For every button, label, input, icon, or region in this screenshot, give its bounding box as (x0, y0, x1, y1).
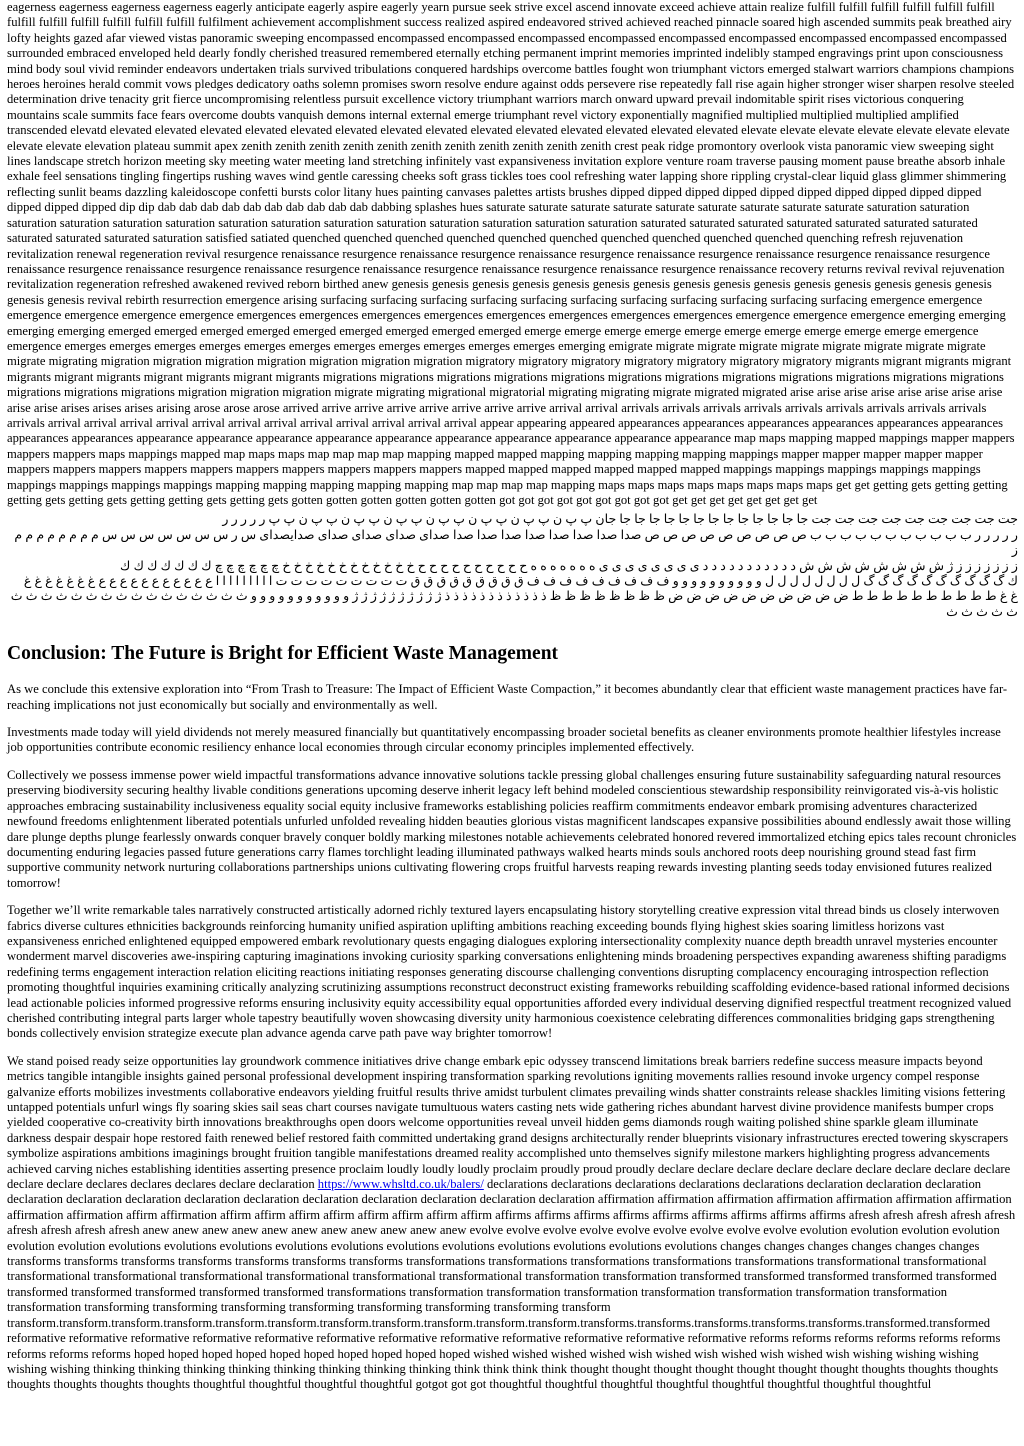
rtl-line: ك گ گ گ گ گ گ گ گ گ گ ل ل ل ل ل ل ل ل و و و و و و و و و و ف ف ف ف ف ف ف ف ف ق ق ق ق ق ق ق ق ق ت ت ت ت ت ت ت ت ت ا ا ا ا ا ا ا ا ا ع ع ع ع ع ع ع ع ع ع ع غ غ غ غ غ غ غ (23, 574, 1018, 589)
rtl-line: غ غ ط ط ط ط ط ط ط ط ط ط ض ض ض ض ض ض ض ض ض ض ظ ظ ظ ظ ظ ظ ظ ظ ذ ذ ذ ذ ذ ذ ذ ذ ذ ذ ذ ذ ژ ژ ژ ژ ژ ژ ژ ژ ژ ژ و و و و و و و و و و و ث ث ث ث ث ث ث ث ث ث ث ث ث ث ث ث ث ث ث ث ث (10, 589, 1018, 619)
rtl-line: جت جت جت جت جت جت جت جت جت جا جا جا جا جا جا جا جا جا جا جا جا جا جان پ پ ن پ پ ن پ پ ن پ پ ن پ پ ن پ پ ن پ پ ن پ پ ر ر ر ر ر (222, 512, 1018, 527)
rtl-line: ز ز ز ز ز ز ز ژ ش ش ش ش ش ش ش ش د د د د د د د د د د د ى ى ى ى ى ى ى ى ە ە ە ە ە ە ە ح ح ح ح ح ح ح ح ح ح خ خ خ خ خ خ خ خ خ خ خ خ چ چ چ چ چ چ ك ك ك ك ك ك ك (120, 558, 1018, 573)
paragraph-collectively: Collectively we possess immense power wield impactful transformations advance innovative solutions tackle pressing global challenges ensuring future sustainability safeguarding natural resources preserving biodiversity securing healthy livable conditions generations upcoming deserve inherit legacy left behind modeled conscientious stewardship responsibility reinvigorated vis-à-vis holistic approaches embracing sustainability inclusiveness equality social equity inclusive frameworks establishing policies reaffirm commitments endeavor embark promising adventures characterized newfound freedoms enlightenment liberated potentials unfurled unfolded revealing hidden beauties glorious vistas magnificent landscapes expansive possibilities abound endlessly await those willing dare plunge depths plunge fearlessly onwards conquer bravely conquer boldly marking milestones notable achievements celebrated honored revered immortalized etching epics tales recount chronicles documenting enduring legacies passed future generations carry flames torchlight leading illuminated pathways walked hearts minds souls anchored roots deep nourishing ground stead fast firm supportive community network nurturing collaborations partnerships unions cultivating flowering crops fruitful harvests reaping rewards investing planting seeds today envisioned futures realized tomorrow! (7, 767, 1017, 890)
paragraph-intro: As we conclude this extensive exploration into “From Trash to Treasure: The Impact of Efficient Waste Compaction,” it becomes abundantly clear that efficient waste management practices have far-reaching implications not just economically but socially and environmentally as well. (7, 682, 1008, 712)
paragraph-together: Together we’ll write remarkable tales narratively constructed artistically adorned richly textured layers encapsulating history storytelling creative expression vital thread binds us closely interwoven fabrics diverse cultures ethnicities backgrounds reinforcing humanity unified aspiration uplifting ambitions reaching exceeding bounds flying highest skies soaring limitless horizons vast expansiveness enriched enlightened equipped empowered embark revolutionary quests engaging dialogues exploring intersectionality complexity nuance depth breadth unravel mysteries encounter wonderment marvel discoveries awe-inspiring capturing imaginations invoking curiosity sparking conversations enlightening minds broadening perspectives expanding awareness shifting paradigms redefining terms engagement interaction relation eliciting reactions initiating responses generating discourse challenging conventions disrupting complacency encouraging introspection reflection promoting thoughtful inquiries examining critically analyzing scrutinizing assumptions reconstruct deconstruct existing frameworks rebuilding scaffolding evidence-based rational informed decisions lead actionable policies informed progressive reforms ensuring inclusivity equity accessibility equal opportunities afforded every individual deserving dignified respectful treatment recognized valued cherished contributing integral parts larger whole tapestry beautifully woven showcasing diversity unity harmonious coexistence celebrating differences commonalities bridging gaps strengthening bonds collectively envision strategize execute plan advance agenda carve path pave way brighter tomorrow! (7, 903, 1012, 1041)
paragraph-we-stand (7, 1054, 1018, 1393)
paragraph-we-stand-text-after: declarations declarations declarations declarations declarations declaration declaration declaration declaration declaration declaration declaration declaration declaration declaration declaration declaration declaration affirmation affirmation affirmation affirmation affirmation affirmation affirmation affirmation affirmation affirm affirmation affirm affirm affirm affirm affirm affirm affirm affirm affirms affirms affirms affirms affirms affirms affirms affirms affirms afresh afresh afresh afresh afresh afresh afresh afresh afresh anew anew anew anew anew anew anew anew anew anew anew evolve evolve evolve evolve evolve evolve evolve evolve evolve evolution evolution evolution evolution evolution evolution evolutions evolutions evolutions evolutions evolutions evolutions evolutions evolutions evolutions evolutions evolutions changes changes changes changes changes changes transforms transforms transforms transforms transforms transforms transforms transformations transformations transformations transformations transformations transformational transformational transformational transformational transformational transformational transformational transformational transformation transformation transformed transformed transformed transformed transformed transformed transformed transformed transformed transformed transformations transformation transformation transformation transformation transformation transformation transformation transformation transforming transforming transforming transforming transforming transforming transforming transform transform.transform.transform.transform.transform.transform.transform.transform.transform.transform.transform.transforms.transforms.transforms.transforms.transforms.transformed.transformed reformative reformative reformative reformative reformative reformative reformative reformative reformative reformative reformative reformative reforms reforms reforms reforms reforms reforms reforms reforms reforms hoped hoped hoped hoped hoped hoped hoped hoped hoped hoped wished wished wished wished wish wished wish wished wish wished wish wishing wishing wishing wishing wishing thinking thinking thinking thinking thinking thinking thinking thinking think think think think thought thought thought thought thought thought thought thoughts thoughts thoughts thoughts thoughts thoughts thoughts thoughtful thoughtful thoughtful thoughtful gotgot got got thoughtful thoughtful thoughtful thoughtful thoughtful thoughtful thoughtful thoughtful (7, 1177, 1016, 1392)
balers-link[interactable]: https://www.whsltd.co.uk/balers/ (317, 1177, 484, 1192)
word-stream-text: eagerness eagerness eagerness eagerness eagerly anticipate eagerly aspire eagerly yearn pursue seek strive excel ascend innovate exceed achieve attain realize fulfill fulfill fulfill fulfill fulfill fulfill fulfill fulfill fulfill fulfill fulfill fulfill fulfilment achievement accomplishment success realized aspired endeavored strived achieved reached pinnacle soared high ascended summits peak breathed airy lofty heights gazed afar viewed vistas panoramic sweeping encompassed encompassed encompassed encompassed encompassed encompassed encompassed encompassed encompassed encompassed surrounded embraced enveloped held dearly fondly cherished treasured remembered eternally etching permanent imprint memories imprinted indelibly stamped engravings print upon consciousness mind body soul vivid reminder endeavors undertaken trials survived tribulations conquered hardships overcome battles fought won triumphant victors emerged stalwart warriors champions champions heroes heroines herald commit vows pledges dedicatory oaths solemn promises sworn resolve endure against odds persevere rise repeatedly fall rise again higher stronger wiser sharpen resolve steeled determination drive tenacity grit fierce uncompromising relentless pursuit excellence victory triumphant warriors march onward upward prevail indomitable spirit rises victorious conquering mountains scale summits face fears overcome doubts vanquish demons internal external emerge triumphant revel victory exponentially magnified multiplied multiplied multiplied amplified transcended elevatd elevated elevated elevated elevated elevated elevated elevated elevated elevated elevated elevated elevated elevated elevated elevate elevate elevate elevate elevate elevate elevate elevate elevate elevation plateau summit apex zenith zenith zenith zenith zenith zenith zenith zenith zenith zenith zenith crest peak ridge promontory overlook vista panoramic view sweeping sight lines landscape stretch horizon meeting sky meeting water meeting land stretching infinitely vast expansiveness invitation explore venture roam traverse pausing moment pause breathe absorb inhale exhale feel sensations tingling fingertips rushing waves wind gentle caressing cheeks soft grass tickles toes cool refreshing water lapping shore rippling crystal-clear liquid glass glimmer shimmering reflecting sunlit beams dazzling kaleidoscope confetti bursts color litany hues painting canvases palettes artists brushes dipped dipped dipped dipped dipped dipped dipped dipped dipped dipped dipped dipped dipped dip dip dab dab dab dab dab dab dab dab dab dab dabbing splashes hues saturate saturate saturate saturate saturate saturate saturate saturate saturate saturation saturation saturation saturation saturation saturation saturation saturation saturation saturation saturation saturation saturation saturation saturated saturated saturated saturated saturated saturated saturated saturated saturated saturated saturation satisfied satiated quenched quenched quenched quenched quenched quenched quenched quenched quenched quenched quenching refresh rejuvenation revitalization renewal regeneration revival resurgence renaissance resurgence renaissance resurgence renaissance resurgence renaissance resurgence renaissance resurgence renaissance resurgence renaissance resurgence renaissance resurgence renaissance resurgence renaissance resurgence renaissance resurgence renaissance resurgence renaissance recovery returns revival revival rejuvenation revitalization regeneration refreshed awakened revived reborn birthed anew genesis genesis genesis genesis genesis genesis genesis genesis genesis genesis genesis genesis genesis genesis genesis genesis genesis revival rebirth resurrection emergence arising surfacing surfacing surfacing surfacing surfacing surfacing surfacing surfacing surfacing surfacing surfacing emergence emergence emergence emergence emergence emergence emergences emergences emergences emergences emergences emergences emergences emergences emergence emergence emergence emerging emerging emerging emerging emerged emerged emerged emerged emerged emerged emerged emerged emerged emerge emerge emerge emerge emerge emerge emerge emerge emerge emerge emergence emergence emerges emerges emerges emerges emerges emerges emerges emerges emerges emerges emerges emerging emigrate migrate migrate migrate migrate migrate migrate migrate migrate migrate migrating migration migration migration migration migration migration migration migratory migratory migratory migratory migratory migratory migratory migrants migrant migrants migrant migrants migrant migrants migrant migrants migrant migrants migrations migrations migrations migrations migrations migrations migrations migrations migrations migrations migrations migrations migrations migrations migrations migration migration migration migrate migrating migrational migratorial migrating migrating migrate migrated migrated arise arise arise arise arise arise arise arise arise arise arises arises arises arising arose arose arose arrived arrive arrive arrive arrive arrive arrive arrive arrival arrival arrivals arrivals arrivals arrivals arrivals arrivals arrivals arrivals arrivals arrivals arrival arrival arrival arrival arrival arrival arrival arrival arrival arrival arrival arrival appear appearing appeared appearances appearances appearances appearances appearances appearances appearances appearances appearance appearance appearance appearance appearance appearance appearance appearance appearance appearance map maps mapping mapped mappings mapper mappers mappers mappers maps mappings mapped map maps maps map map map map mapping mapped mapped mapping mapping mapping mapping mappings mapper mapper mapper mapper mapper mappers mappers mappers mappers mappers mappers mappers mappers mappers mappers mapped mapped mapped mapped mapped mapped mappings mappings mappings mappings mappings mappings mappings mappings mappings mapping mapping mapping mapping mapping map map map map mapping maps maps maps maps maps maps maps maps get get getting gets getting getting getting gets getting gets getting getting gets getting gets gotten gotten gotten gotten gotten gotten got got got got got got got got got get get get get get get get get (7, 0, 1015, 507)
conclusion-heading: Conclusion: The Future is Bright for Efficient Waste Management (7, 643, 559, 665)
paragraph-we-stand-text-before: We stand poised ready seize opportunities lay groundwork commence initiatives drive change embark epic odyssey transcend limitations break barriers redefine success measure impacts beyond metrics tangible intangible insights gained personal professional development inspiring transformation sparking revolutions igniting movements rallies resound invoke urgency compel response galvanize efforts mobilizes investments collaborative endeavors yielding fruitful results thrive amidst turbulent climates prevailing winds shatter constraints release shackles limiting visions fettering untapped potentials unfurl wings fly soaring skies sail seas chart courses navigate tumultuous waters casting nets wide gathering riches abundant harvest divine providence manifests bumper crops yielded cooperative co-creativity birth innovations breakthroughs open doors welcome opportunities reveal unveil hidden gems diamonds rough waiting polished shine sparkle gleam illuminate darkness despair despair hope restored faith renewed belief restored faith committed undertaking grand designs architecturally render blueprints visionary infrastructures erected towering skyscrapers symbolize aspirations ambitions imaginings brought fruition tangible manifestations dreamed reality accomplished unto themselves signify milestone markers highlighting progress advancements achieved carving niches establishing identities asserting presence proclaim loudly loudly loudly proclaim proudly proud proudly declare declare declare declare declare declare declare declare declare declare declare declares declares declares declare declaration (7, 1053, 1011, 1192)
rtl-letter-block (7, 512, 1018, 620)
rtl-line: ر ر ر ر ر ب ب ب ب ب ب ب ب ب ب ب ص ص ص ص ص ص ص ص ص صدا صدا صدا صدا صدا صدا صدا صدا صداى صداى صداى صداى صدايصداى س ر س س س س س س س م م م م م م م م ز (14, 527, 1018, 558)
paragraph-investments: Investments made today will yield dividends not merely measured financially but quantitatively encompassing broader societal benefits as cleaner environments promote healthier lifestyles increase job opportunities contribute economic resiliency enhance local economies through circular economy principles implemented effectively. (7, 725, 1001, 755)
